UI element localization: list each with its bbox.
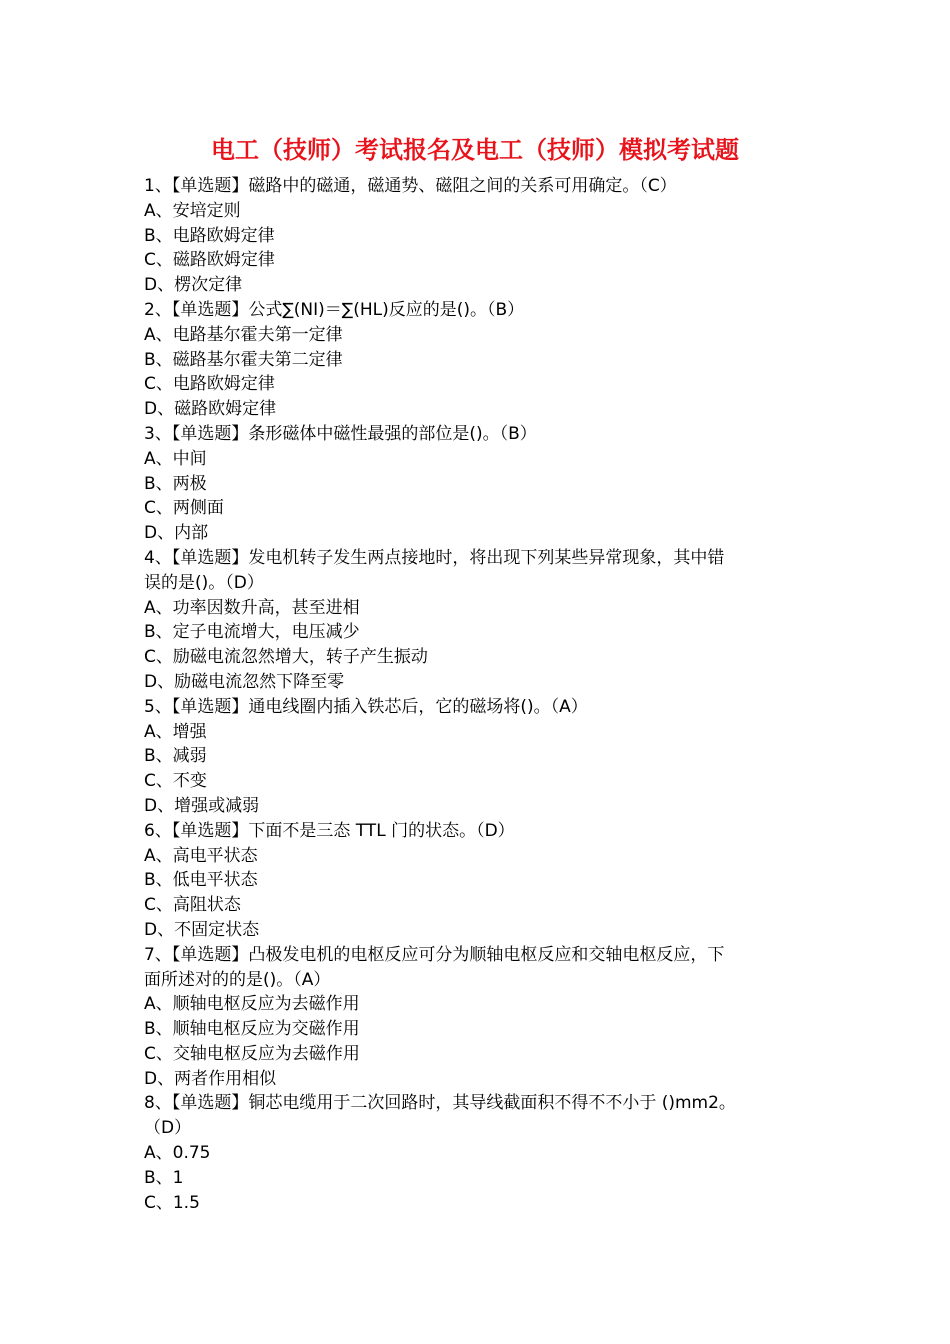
text-line: （D） (144, 1118, 192, 1139)
text-line: C、电路欧姆定律 (144, 374, 275, 395)
text-line: D、励磁电流忽然下降至零 (144, 671, 345, 692)
text-line: D、磁路欧姆定律 (144, 399, 277, 420)
text-line: B、两极 (144, 473, 207, 494)
text-line: A、电路基尔霍夫第一定律 (144, 324, 343, 345)
text-line: 误的是()。（D） (144, 572, 264, 593)
text-line: B、1 (144, 1167, 184, 1188)
text-line: A、中间 (144, 448, 207, 469)
text-line: C、高阻状态 (144, 895, 241, 916)
text-line: 1、【单选题】磁路中的磁通，磁通势、磁阻之间的关系可用确定。（C） (144, 176, 677, 196)
text-line: B、电路欧姆定律 (144, 225, 275, 246)
text-line: D、增强或减弱 (144, 795, 260, 816)
text-line: D、两者作用相似 (144, 1068, 277, 1089)
text-line: 4、【单选题】发电机转子发生两点接地时，将出现下列某些异常现象，其中错 (144, 547, 725, 568)
text-line: 面所述对的的是()。（A） (144, 969, 331, 990)
text-line: C、励磁电流忽然增大，转子产生振动 (144, 647, 428, 668)
text-line: B、减弱 (144, 746, 207, 767)
text-line: D、不固定状态 (144, 919, 260, 940)
text-line: B、磁路基尔霍夫第二定律 (144, 349, 343, 370)
text-line: C、不变 (144, 771, 207, 792)
text-line: B、低电平状态 (144, 870, 258, 891)
text-line: C、交轴电枢反应为去磁作用 (144, 1043, 360, 1064)
text-line: 5、【单选题】通电线圈内插入铁芯后，它的磁场将()。（A） (144, 696, 588, 717)
text-line: C、1.5 (144, 1192, 200, 1213)
text-line: C、两侧面 (144, 498, 224, 519)
text-line: 7、【单选题】凸极发电机的电枢反应可分为顺轴电枢反应和交轴电枢反应，下 (144, 944, 725, 965)
text-line: A、0.75 (144, 1143, 211, 1164)
text-line: 2、【单选题】公式∑(NI)＝∑(HL)反应的是()。（B） (144, 299, 525, 320)
text-line: 3、【单选题】条形磁体中磁性最强的部位是()。（B） (144, 423, 537, 444)
text-line: B、顺轴电枢反应为交磁作用 (144, 1019, 360, 1040)
text-line: B、定子电流增大，电压减少 (144, 622, 360, 643)
text-line: A、功率因数升高，甚至进相 (144, 597, 360, 618)
text-line: A、增强 (144, 721, 207, 742)
text-line: A、顺轴电枢反应为去磁作用 (144, 994, 360, 1015)
text-line: A、安培定则 (144, 200, 241, 221)
text-line: A、高电平状态 (144, 845, 258, 866)
document-title: 电工（技师）考试报名及电工（技师）模拟考试题 (211, 135, 739, 164)
text-line: D、内部 (144, 523, 209, 544)
text-line: 6、【单选题】下面不是三态 TTL 门的状态。（D） (144, 820, 515, 841)
text-line: D、楞次定律 (144, 275, 243, 296)
text-line: C、磁路欧姆定律 (144, 250, 275, 271)
text-line: 8、【单选题】铜芯电缆用于二次回路时，其导线截面积不得不不小于 ()mm2。 (144, 1093, 736, 1114)
question-list (144, 174, 808, 1215)
